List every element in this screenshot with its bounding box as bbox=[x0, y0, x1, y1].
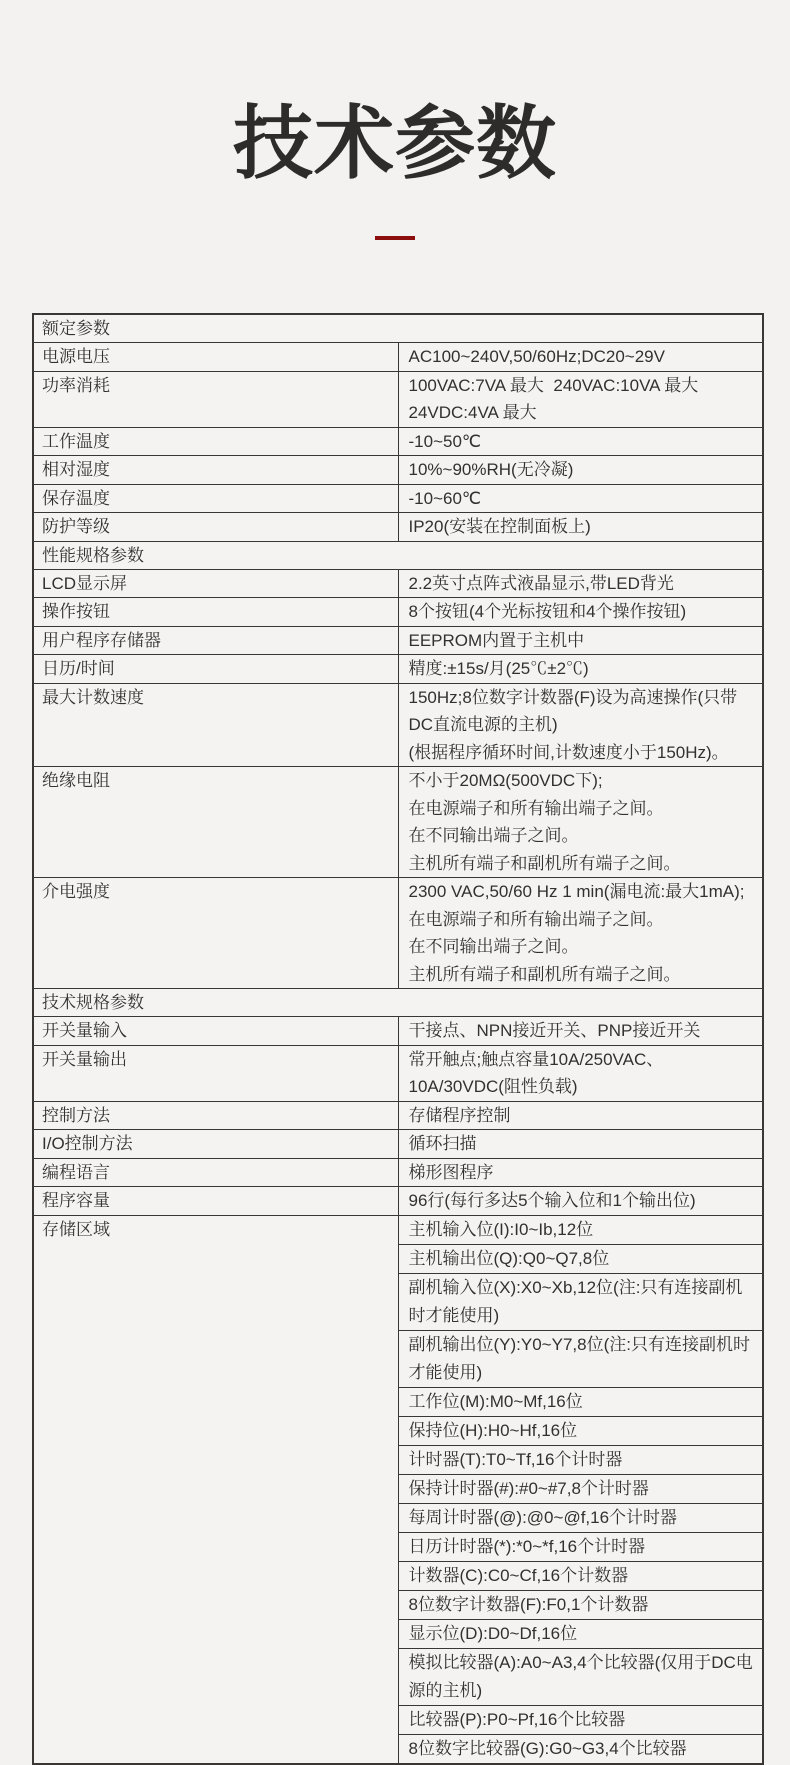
spec-group-value: 显示位(D):D0~Df,16位 bbox=[398, 1619, 763, 1648]
spec-row bbox=[33, 683, 763, 767]
spec-row bbox=[33, 484, 763, 513]
spec-row bbox=[33, 1045, 763, 1101]
spec-group-value: 计时器(T):T0~Tf,16个计时器 bbox=[398, 1445, 763, 1474]
spec-value bbox=[398, 598, 763, 627]
spec-label: 相对湿度 bbox=[33, 456, 398, 485]
spec-group-value: 8位数字计数器(F):F0,1个计数器 bbox=[398, 1590, 763, 1619]
spec-value bbox=[398, 655, 763, 684]
spec-value-line: 在不同输出端子之间。 bbox=[408, 937, 579, 956]
spec-label: 日历/时间 bbox=[33, 655, 398, 684]
spec-value-line: 在不同输出端子之间。 bbox=[408, 826, 579, 845]
spec-value bbox=[398, 1158, 763, 1187]
spec-row bbox=[33, 513, 763, 542]
spec-row bbox=[33, 598, 763, 627]
spec-value-line: 精度:±15s/月(25℃±2℃) bbox=[408, 659, 589, 678]
spec-value-line: 梯形图程序 bbox=[408, 1162, 494, 1182]
spec-group-value: 副机输入位(X):X0~Xb,12位(注:只有连接副机时才能使用) bbox=[398, 1273, 763, 1330]
section-header-row bbox=[33, 541, 763, 569]
spec-value-line: -10~60℃ bbox=[408, 488, 481, 508]
spec-label: 绝缘电阻 bbox=[33, 767, 398, 878]
spec-group-value: 计数器(C):C0~Cf,16个计数器 bbox=[398, 1561, 763, 1590]
spec-row bbox=[33, 1158, 763, 1187]
spec-label: 操作按钮 bbox=[33, 598, 398, 627]
spec-row bbox=[33, 1101, 763, 1130]
spec-label: 工作温度 bbox=[33, 427, 398, 456]
spec-value bbox=[398, 878, 763, 989]
spec-value-line: EEPROM内置于主机中 bbox=[408, 630, 585, 650]
spec-label: 保存温度 bbox=[33, 484, 398, 513]
spec-value bbox=[398, 1101, 763, 1130]
spec-row bbox=[33, 767, 763, 878]
spec-label: 功率消耗 bbox=[33, 371, 398, 427]
spec-row bbox=[33, 1215, 763, 1244]
spec-value-line: 存储程序控制 bbox=[408, 1105, 511, 1125]
spec-value bbox=[398, 456, 763, 485]
spec-group-label: 存储区域 bbox=[33, 1215, 398, 1764]
spec-label: 电源电压 bbox=[33, 343, 398, 372]
spec-group-value: 主机输入位(I):I0~Ib,12位 bbox=[398, 1215, 763, 1244]
spec-value bbox=[398, 513, 763, 542]
spec-label: 介电强度 bbox=[33, 878, 398, 989]
page-title: 技术参数 bbox=[233, 99, 557, 188]
spec-row bbox=[33, 878, 763, 989]
spec-value bbox=[398, 767, 763, 878]
spec-row bbox=[33, 371, 763, 427]
spec-value-line: 常开触点;触点容量10A/250VAC、10A/30VDC(阻性负载) bbox=[408, 1049, 664, 1096]
spec-row bbox=[33, 1017, 763, 1046]
spec-label: 程序容量 bbox=[33, 1187, 398, 1216]
spec-value-line: 不小于20MΩ(500VDC下); bbox=[408, 771, 603, 790]
spec-value bbox=[398, 1187, 763, 1216]
spec-group-value: 每周计时器(@):@0~@f,16个计时器 bbox=[398, 1503, 763, 1532]
spec-value bbox=[398, 427, 763, 456]
spec-value bbox=[398, 683, 763, 767]
spec-group-value: 副机输出位(Y):Y0~Y7,8位(注:只有连接副机时才能使用) bbox=[398, 1330, 763, 1387]
spec-value-line: 在电源端子和所有输出端子之间。 bbox=[408, 798, 664, 818]
spec-group-value: 工作位(M):M0~Mf,16位 bbox=[398, 1387, 763, 1416]
spec-value-line: 2.2英寸点阵式液晶显示,带LED背光 bbox=[408, 573, 674, 593]
spec-group-value: 日历计时器(*):*0~*f,16个计时器 bbox=[398, 1532, 763, 1561]
spec-value bbox=[398, 371, 763, 427]
spec-row bbox=[33, 456, 763, 485]
spec-label: LCD显示屏 bbox=[33, 569, 398, 598]
spec-label: 最大计数速度 bbox=[33, 683, 398, 767]
spec-row bbox=[33, 1130, 763, 1159]
section-header-label: 技术规格参数 bbox=[33, 989, 763, 1017]
spec-value-line: 主机所有端子和副机所有端子之间。 bbox=[408, 853, 681, 873]
spec-value-line: 干接点、NPN接近开关、PNP接近开关 bbox=[408, 1021, 701, 1040]
spec-value-line: 10%~90%RH(无冷凝) bbox=[408, 460, 574, 479]
title-divider bbox=[375, 236, 415, 240]
spec-value-line: 150Hz;8位数字计数器(F)设为高速操作(只带DC直流电源的主机) bbox=[408, 687, 738, 734]
spec-group-value: 比较器(P):P0~Pf,16个比较器 bbox=[398, 1705, 763, 1734]
spec-value-line: 在电源端子和所有输出端子之间。 bbox=[408, 909, 664, 929]
spec-label: I/O控制方法 bbox=[33, 1130, 398, 1159]
spec-row bbox=[33, 655, 763, 684]
spec-label: 用户程序存储器 bbox=[33, 626, 398, 655]
spec-group-value: 模拟比较器(A):A0~A3,4个比较器(仅用于DC电源的主机) bbox=[398, 1648, 763, 1705]
spec-page bbox=[0, 98, 790, 1758]
spec-value-line: -10~50℃ bbox=[408, 431, 481, 451]
spec-label: 防护等级 bbox=[33, 513, 398, 542]
spec-value-line: 100VAC:7VA 最大 240VAC:10VA 最大 24VDC:4VA 最大 bbox=[408, 375, 708, 422]
spec-table-body bbox=[33, 314, 763, 1764]
spec-label: 控制方法 bbox=[33, 1101, 398, 1130]
spec-value-line: 96行(每行多达5个输入位和1个输出位) bbox=[408, 1191, 696, 1210]
spec-value bbox=[398, 626, 763, 655]
spec-row bbox=[33, 1187, 763, 1216]
spec-value-line: 8个按钮(4个光标按钮和4个操作按钮) bbox=[408, 602, 687, 621]
spec-value bbox=[398, 569, 763, 598]
spec-row bbox=[33, 427, 763, 456]
spec-value bbox=[398, 1130, 763, 1159]
spec-label: 编程语言 bbox=[33, 1158, 398, 1187]
spec-value bbox=[398, 1045, 763, 1101]
spec-value bbox=[398, 343, 763, 372]
spec-value bbox=[398, 484, 763, 513]
spec-value-line: 循环扫描 bbox=[408, 1134, 477, 1153]
spec-value-line: AC100~240V,50/60Hz;DC20~29V bbox=[408, 347, 665, 366]
spec-value-line: 2300 VAC,50/60 Hz 1 min(漏电流:最大1mA); bbox=[408, 882, 745, 901]
spec-group-value: 主机输出位(Q):Q0~Q7,8位 bbox=[398, 1244, 763, 1273]
spec-row bbox=[33, 569, 763, 598]
spec-value-line: 主机所有端子和副机所有端子之间。 bbox=[408, 964, 681, 984]
spec-table bbox=[32, 313, 764, 1765]
section-header-row bbox=[33, 989, 763, 1017]
section-header-row bbox=[33, 314, 763, 343]
spec-label: 开关量输出 bbox=[33, 1045, 398, 1101]
spec-value-line: (根据程序循环时间,计数速度小于150Hz)。 bbox=[408, 742, 729, 762]
section-header-label: 额定参数 bbox=[33, 314, 763, 343]
spec-group-value: 保持计时器(#):#0~#7,8个计时器 bbox=[398, 1474, 763, 1503]
spec-row bbox=[33, 343, 763, 372]
section-header-label: 性能规格参数 bbox=[33, 541, 763, 569]
spec-group-value: 8位数字比较器(G):G0~G3,4个比较器 bbox=[398, 1734, 763, 1764]
spec-group-value: 保持位(H):H0~Hf,16位 bbox=[398, 1416, 763, 1445]
spec-label: 开关量输入 bbox=[33, 1017, 398, 1046]
spec-row bbox=[33, 626, 763, 655]
spec-value-line: IP20(安装在控制面板上) bbox=[408, 517, 591, 536]
spec-value bbox=[398, 1017, 763, 1046]
